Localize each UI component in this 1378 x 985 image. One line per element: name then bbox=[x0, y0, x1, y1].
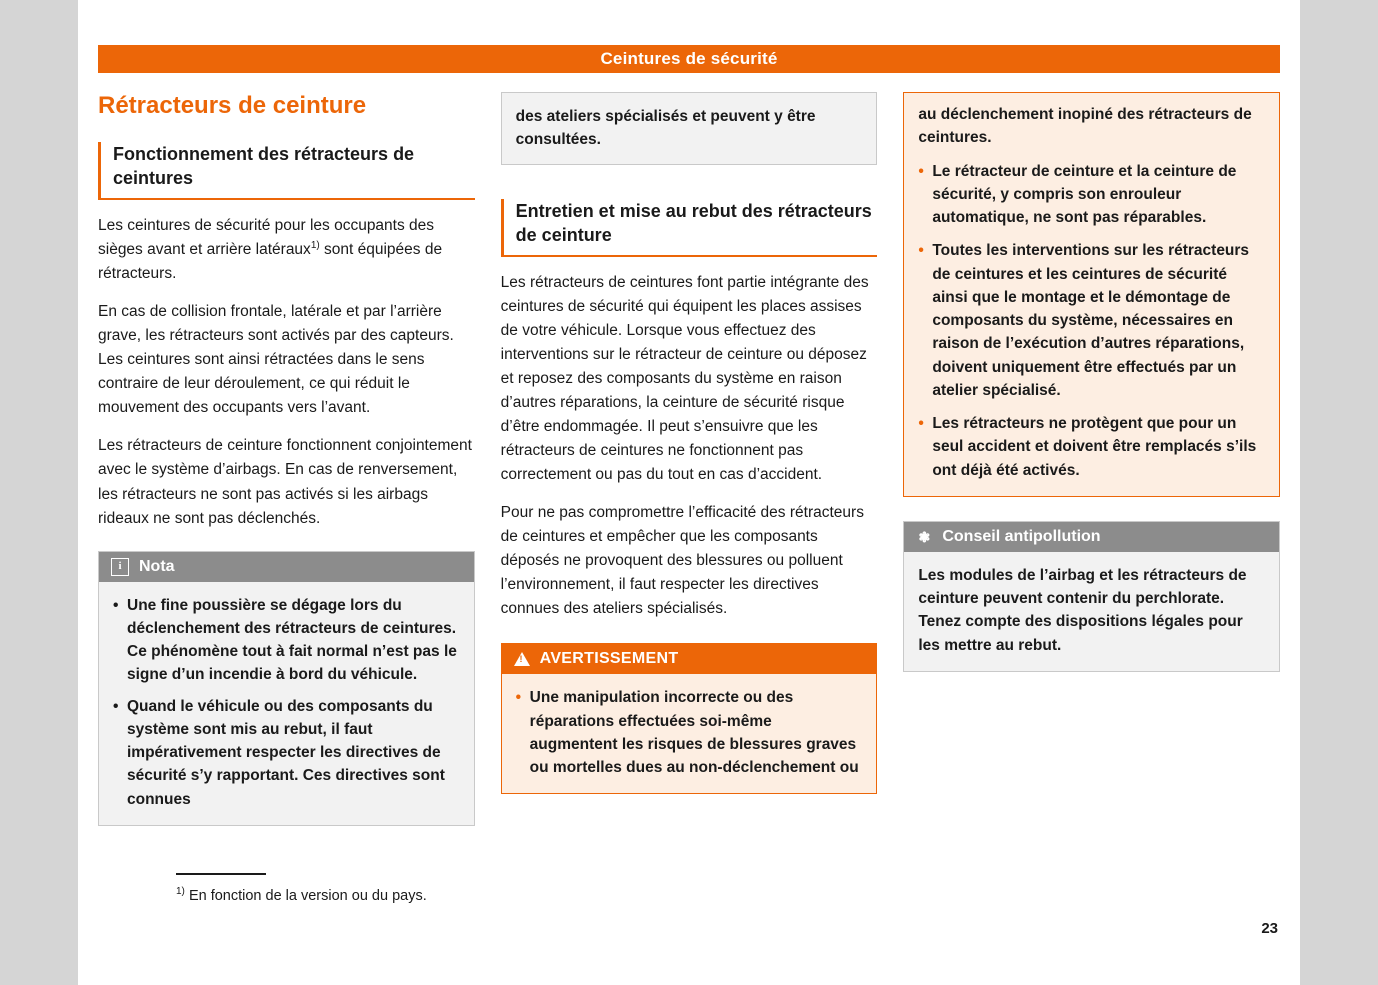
page-number: 23 bbox=[1261, 920, 1278, 937]
nota-item: • Quand le véhicule ou des composants du système sont mis au rebut, il faut impérativement respecter les directives de sécurité s’y rapportant. Ces directives sont connues bbox=[113, 695, 460, 811]
warning-item: • Une manipulation incorrecte ou des réparations effectuées soi-même augmentent les risques de blessures graves ou mortelles dues au non-déclenchement ou bbox=[516, 686, 863, 779]
warning-title: AVERTISSEMENT bbox=[539, 650, 679, 668]
warning-continuation-item: • Le rétracteur de ceinture et la ceinture de sécurité, y compris son enrouleur automatique, ne sont pas réparables. bbox=[918, 160, 1265, 230]
footnote-text: En fonction de la version ou du pays. bbox=[188, 887, 427, 904]
page-header-bar bbox=[98, 45, 1280, 73]
nota-item: • Une fine poussière se dégage lors du déclenchement des rétracteurs de ceintures. Ce phénomène tout à fait normal n’est pas le signe d’un incendie à bord du véhicule. bbox=[113, 594, 460, 687]
column-three bbox=[903, 92, 1280, 826]
warning-continuation-lead: au déclenchement inopiné des rétracteurs de ceintures. bbox=[918, 106, 1252, 147]
nota-box bbox=[98, 551, 475, 826]
paragraph-maintenance-1: Les rétracteurs de ceintures font partie intégrante des ceintures de sécurité qui équipent les places assises de votre véhicule. Lorsque vous effectuez des interventions sur le rétracteur de ceinture ou déposez et reposez des composants du système en raison d’autres réparations, la ceinture de sécurité risque d’être endommagée. Il peut s’ensuivre que les rétracteurs de ceintures ne fonctionnent pas correctement ou pas du tout en cas d’accident. bbox=[500, 274, 869, 484]
nota-header bbox=[99, 552, 474, 582]
warning-continuation-box bbox=[903, 92, 1280, 497]
environment-body bbox=[904, 552, 1279, 671]
section-title-maintenance: Entretien et mise au rebut des rétracteurs de ceinture bbox=[501, 199, 878, 258]
manual-page bbox=[78, 0, 1300, 985]
nota-body bbox=[99, 582, 474, 825]
footnote-marker: 1) bbox=[176, 886, 185, 897]
environment-header bbox=[904, 522, 1279, 552]
warning-continuation-item: • Toutes les interventions sur les rétracteurs de ceintures et les ceintures de sécurité ainsi que le montage et le démontage de composants du système, nécessaires en raison de l’exécution d’autres réparations, doivent uniquement être effectués par un atelier spécialisé. bbox=[918, 239, 1265, 402]
environment-text: Les modules de l’airbag et les rétracteurs de ceinture peuvent contenir du perchlorate. Tenez compte des dispositions légales pour les mettre au rebut. bbox=[918, 566, 1247, 654]
paragraph-maintenance-2: Pour ne pas compromettre l’efficacité des rétracteurs de ceintures et empêcher que les composants déposés ne provoquent des blessures ou polluent l’environnement, il faut respecter les directives connues des ateliers spécialisés. bbox=[500, 504, 864, 618]
leaf-icon: ❃ bbox=[918, 528, 931, 545]
paragraph-collision: En cas de collision frontale, latérale et par l’arrière grave, les rétracteurs sont activés par des capteurs. Les ceintures sont ainsi rétractées dans le sens contraire de leur déroulement, ce qui réduit le mouvement des occupants vers l’avant. bbox=[98, 303, 454, 417]
info-icon: i bbox=[111, 558, 129, 576]
nota-continuation-text: des ateliers spécialisés et peuvent y être consultées. bbox=[515, 108, 816, 149]
warning-triangle-icon bbox=[514, 652, 530, 666]
column-one bbox=[98, 92, 475, 826]
column-two bbox=[501, 92, 878, 826]
paragraph-intro-tail: sont équipées de rétracteurs. bbox=[98, 241, 443, 283]
paragraph-intro-text: Les ceintures de sécurité pour les occupants des sièges avant et arrière latéraux bbox=[98, 217, 435, 259]
chapter-title: Rétracteurs de ceinture bbox=[98, 92, 367, 119]
page-header-title: Ceintures de sécurité bbox=[600, 49, 778, 68]
footnote-marker-inline: 1) bbox=[310, 240, 320, 252]
warning-body bbox=[502, 674, 877, 793]
warning-header bbox=[502, 644, 877, 674]
nota-title: Nota bbox=[139, 557, 175, 575]
section-title-functioning: Fonctionnement des rétracteurs de ceintures bbox=[98, 142, 475, 201]
footnote bbox=[176, 885, 427, 906]
nota-continuation-box bbox=[501, 92, 878, 165]
paragraph-airbags: Les rétracteurs de ceinture fonctionnent conjointement avec le système d’airbags. En cas de renversement, les rétracteurs ne sont pas activés si les airbags rideaux ne sont pas déclenchés. bbox=[98, 437, 472, 527]
footnote-divider bbox=[176, 873, 266, 875]
warning-continuation-item: • Les rétracteurs ne protègent que pour un seul accident et doivent être remplacés s’ils ont déjà été activés. bbox=[918, 412, 1265, 482]
warning-box bbox=[501, 643, 878, 794]
paragraph-intro bbox=[98, 214, 475, 286]
environment-box bbox=[903, 521, 1280, 672]
page-columns bbox=[98, 92, 1280, 826]
environment-title: Conseil antipollution bbox=[942, 527, 1101, 545]
